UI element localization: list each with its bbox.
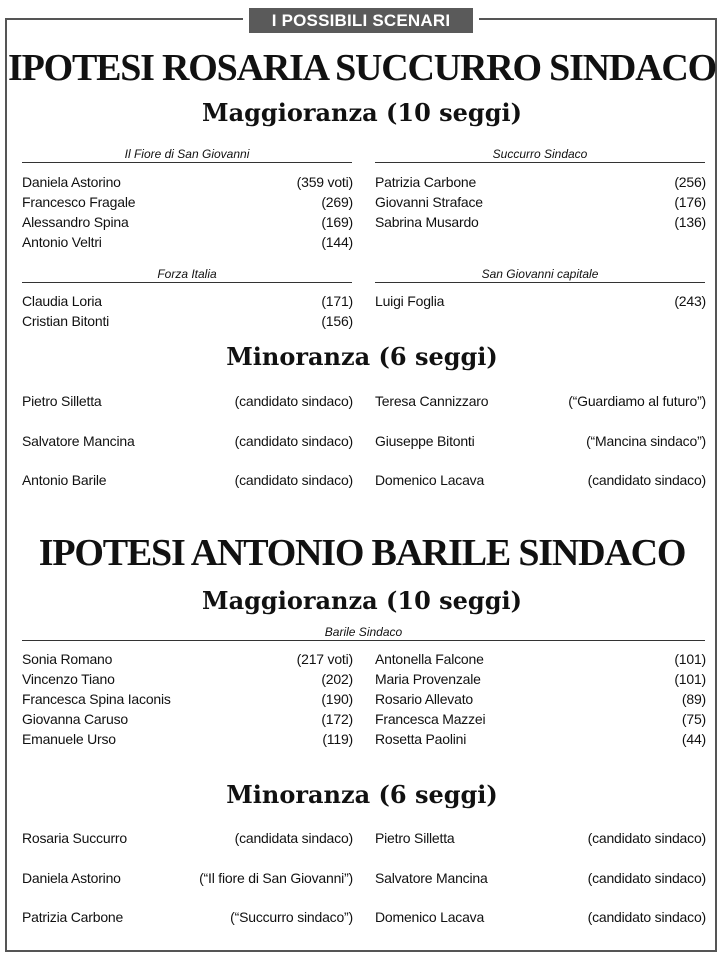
scenario2-title: IPOTESI ANTONIO BARILE SINDACO [38,532,686,574]
scenario1-title: IPOTESI ROSARIA SUCCURRO SINDACO [7,47,717,89]
list-item: Claudia Loria (171) [22,293,353,309]
scenario2-minority-title: Minoranza (6 seggi) [226,780,498,809]
section-banner: I POSSIBILI SCENARI [243,8,479,33]
list-item: Pietro Silletta (candidato sindaco) [22,393,353,409]
list-item: Domenico Lacava (candidato sindaco) [375,909,706,925]
list-item: Giovanni Straface (176) [375,194,706,210]
scenario1-majority-title: Maggioranza (10 seggi) [202,98,522,127]
list-item: Daniela Astorino (“Il fiore di San Giovanni”) [22,870,353,886]
list-item: Rosario Allevato (89) [375,691,706,707]
list-item: Sonia Romano (217 voti) [22,651,353,667]
list-item: Francesca Mazzei (75) [375,711,706,727]
list-item: Rosetta Paolini (44) [375,731,706,747]
list-item: Antonella Falcone (101) [375,651,706,667]
list-item: Sabrina Musardo (136) [375,214,706,230]
list-item: Antonio Veltri (144) [22,234,353,250]
group-label-forza-italia: Forza Italia [22,267,352,283]
group-label-san-giovanni-capitale: San Giovanni capitale [375,267,705,283]
list-item: Salvatore Mancina (candidato sindaco) [375,870,706,886]
list-item: Luigi Foglia (243) [375,293,706,309]
group-label-succurro: Succurro Sindaco [375,147,705,163]
scenario2-majority-title: Maggioranza (10 seggi) [202,586,522,615]
list-item: Alessandro Spina (169) [22,214,353,230]
list-item: Cristian Bitonti (156) [22,313,353,329]
list-item: Antonio Barile (candidato sindaco) [22,472,353,488]
list-item: Pietro Silletta (candidato sindaco) [375,830,706,846]
list-item: Maria Provenzale (101) [375,671,706,687]
list-item: Patrizia Carbone (256) [375,174,706,190]
list-item: Patrizia Carbone (“Succurro sindaco”) [22,909,353,925]
list-item: Salvatore Mancina (candidato sindaco) [22,433,353,449]
group-label-fiore: Il Fiore di San Giovanni [22,147,352,163]
list-item: Domenico Lacava (candidato sindaco) [375,472,706,488]
list-item: Emanuele Urso (119) [22,731,353,747]
list-item: Giovanna Caruso (172) [22,711,353,727]
list-item: Francesca Spina Iaconis (190) [22,691,353,707]
list-item: Daniela Astorino (359 voti) [22,174,353,190]
scenario1-minority-title: Minoranza (6 seggi) [226,342,498,371]
list-item: Rosaria Succurro (candidata sindaco) [22,830,353,846]
list-item: Vincenzo Tiano (202) [22,671,353,687]
list-item: Francesco Fragale (269) [22,194,353,210]
group-label-barile-sindaco: Barile Sindaco [22,625,705,641]
list-item: Giuseppe Bitonti (“Mancina sindaco”) [375,433,706,449]
list-item: Teresa Cannizzaro (“Guardiamo al futuro”) [375,393,706,409]
